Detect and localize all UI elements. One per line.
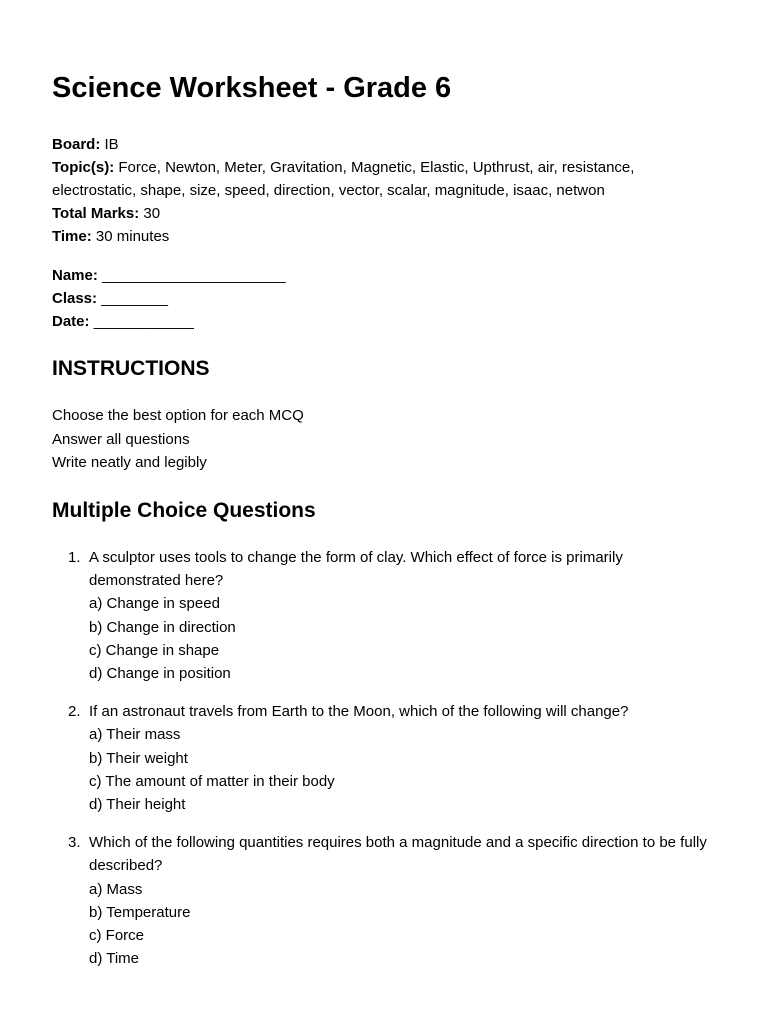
question-text: If an astronaut travels from Earth to the Moon, which of the following will change? bbox=[89, 703, 629, 721]
date-label: Date: bbox=[52, 313, 90, 330]
class-label: Class: bbox=[52, 290, 98, 307]
question-text: Which of the following quantities requires both a magnitude and a specific direction to be fully described? bbox=[89, 834, 707, 875]
option-d[interactable]: d) Time bbox=[89, 950, 140, 968]
instruction-item: Choose the best option for each MCQ bbox=[52, 407, 304, 424]
board-value: IB bbox=[104, 136, 119, 153]
worksheet-title: Science Worksheet - Grade 6 bbox=[52, 72, 452, 104]
instruction-item: Write neatly and legibly bbox=[52, 454, 207, 471]
question-text: A sculptor uses tools to change the form of clay. Which effect of force is primarily demonstrated here? bbox=[89, 549, 623, 590]
option-b[interactable]: b) Their weight bbox=[89, 749, 188, 767]
time-label: Time: bbox=[52, 228, 92, 245]
date-field[interactable] bbox=[52, 310, 286, 333]
option-d[interactable]: d) Change in position bbox=[89, 665, 231, 683]
question-2 bbox=[68, 700, 718, 816]
worksheet-meta bbox=[52, 133, 712, 248]
option-a[interactable]: a) Mass bbox=[89, 880, 143, 898]
option-a[interactable]: a) Change in speed bbox=[89, 595, 220, 613]
instructions-heading: INSTRUCTIONS bbox=[52, 357, 210, 380]
option-c[interactable]: c) Force bbox=[89, 927, 145, 945]
class-blank[interactable]: ________ bbox=[101, 290, 168, 307]
mcq-heading: Multiple Choice Questions bbox=[52, 499, 316, 522]
question-1 bbox=[68, 546, 718, 685]
question-3 bbox=[68, 831, 718, 970]
question-number: 1. bbox=[68, 549, 81, 566]
time-line bbox=[52, 225, 712, 248]
name-blank[interactable]: ______________________ bbox=[102, 267, 286, 284]
option-b[interactable]: b) Change in direction bbox=[89, 618, 236, 636]
board-line bbox=[52, 133, 712, 156]
time-value: 30 minutes bbox=[95, 228, 170, 245]
topics-value: Force, Newton, Meter, Gravitation, Magnetic, Elastic, Upthrust, air, resistance, electrostatic, shape, size, speed, direction, vector, scalar, magnitude, isaac, netwon bbox=[52, 159, 635, 199]
option-c[interactable]: c) Change in shape bbox=[89, 641, 220, 659]
instruction-item: Answer all questions bbox=[52, 430, 190, 448]
name-field[interactable] bbox=[52, 264, 286, 287]
question-number: 3. bbox=[68, 834, 81, 852]
board-label: Board: bbox=[52, 136, 101, 153]
option-c[interactable]: c) The amount of matter in their body bbox=[89, 772, 335, 790]
question-number: 2. bbox=[68, 703, 81, 721]
topics-label: Topic(s): bbox=[52, 159, 115, 176]
marks-label: Total Marks: bbox=[52, 205, 140, 222]
topics-line bbox=[52, 156, 712, 202]
marks-value: 30 bbox=[143, 205, 161, 222]
class-field[interactable] bbox=[52, 287, 286, 310]
question-list bbox=[68, 546, 718, 985]
name-label: Name: bbox=[52, 267, 98, 284]
option-d[interactable]: d) Their height bbox=[89, 796, 186, 814]
student-fields bbox=[52, 264, 286, 333]
option-a[interactable]: a) Their mass bbox=[89, 726, 181, 744]
option-b[interactable]: b) Temperature bbox=[89, 903, 191, 921]
date-blank[interactable]: ____________ bbox=[93, 313, 194, 330]
marks-line bbox=[52, 202, 712, 225]
instructions-list bbox=[52, 404, 304, 475]
